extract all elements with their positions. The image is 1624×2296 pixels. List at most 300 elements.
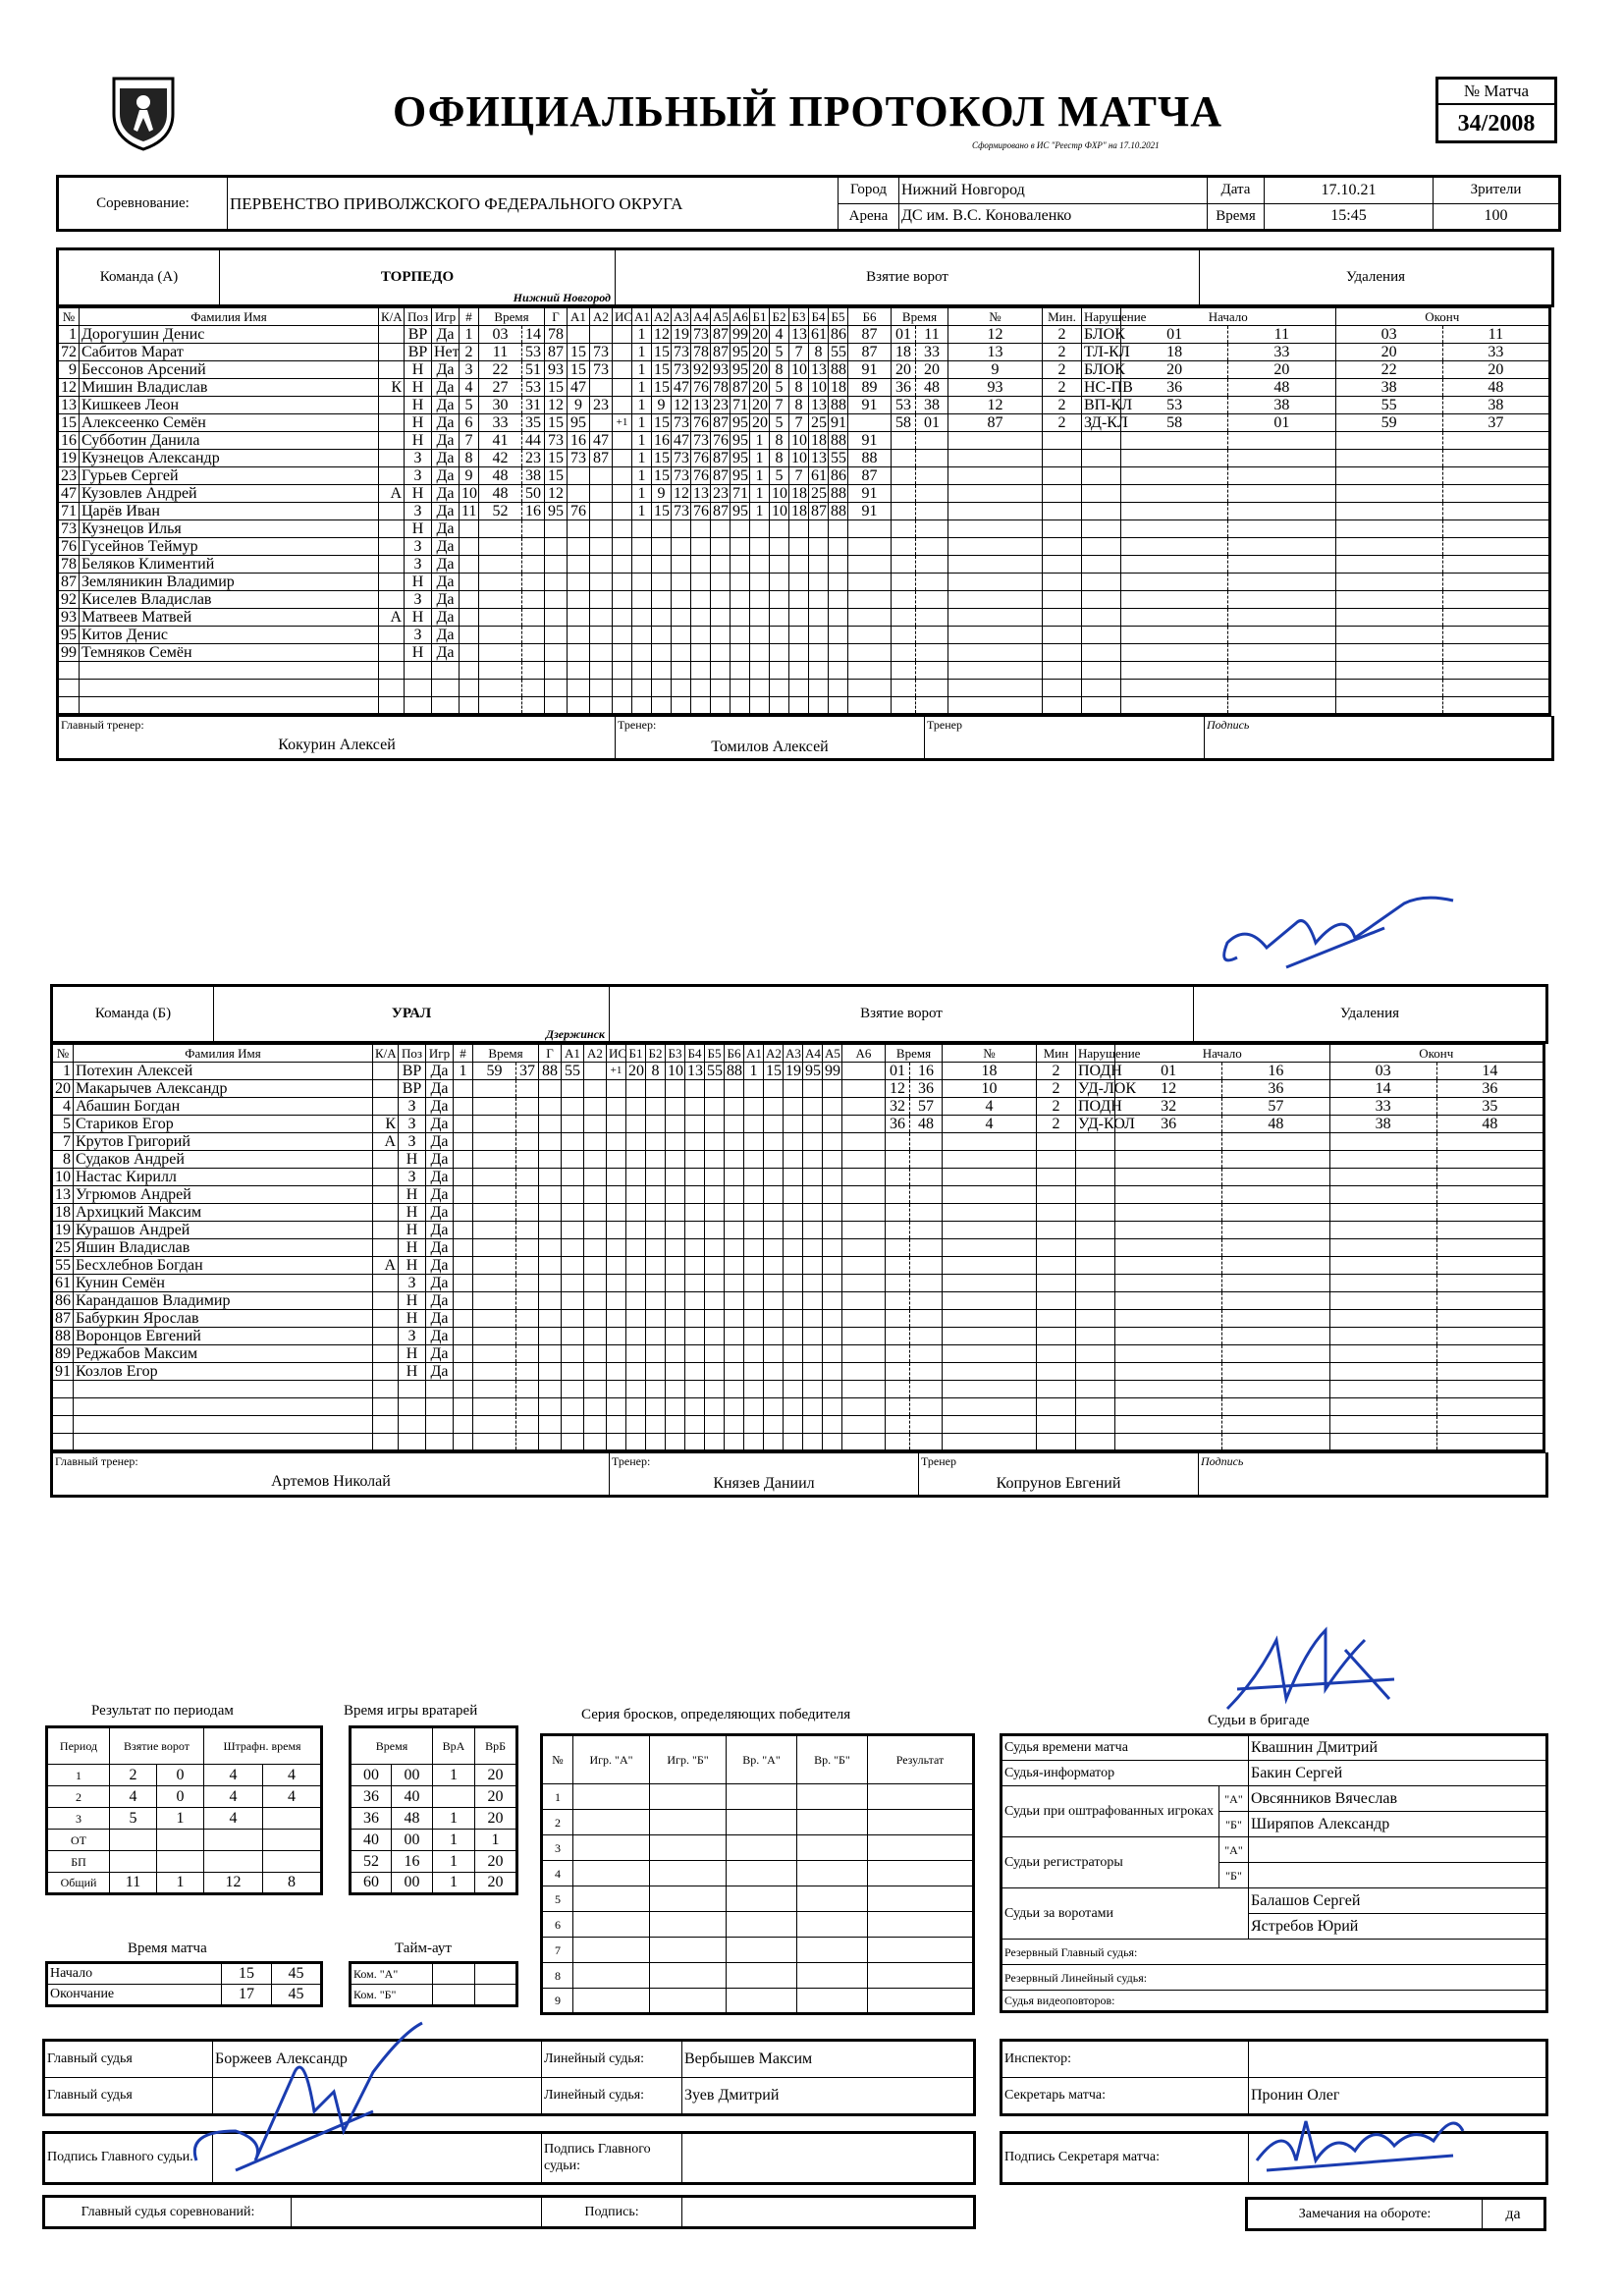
team-a-goal-cell: 47: [590, 432, 613, 450]
team-a-goal-cell: 95: [731, 344, 750, 361]
team-b-col-2: К/А: [373, 1045, 399, 1063]
timeout-table: [349, 1961, 518, 2007]
team-b-penalty-cell: 48: [910, 1116, 943, 1133]
team-a-goal-cell: 51: [522, 361, 545, 379]
team-a-goal-cell: 87: [848, 326, 892, 344]
team-a-goal-cell: 19: [672, 326, 691, 344]
team-b-head-coach-label: Главный тренер:: [55, 1454, 138, 1468]
team-a-col-4: Игр: [432, 308, 460, 326]
team-a-coach2-cell: [925, 717, 1205, 760]
team-b-goal-cell: 10: [666, 1063, 685, 1080]
team-b-goals-label: Взятие ворот: [610, 986, 1194, 1043]
team-a-goal-cell: 18: [829, 379, 848, 397]
team-a-player-captain: [379, 397, 405, 414]
team-b-pen-col-5: Оконч: [1329, 1045, 1544, 1063]
sign-secretary-label: Подпись Секретаря матча:: [1001, 2133, 1249, 2184]
team-a-player-number: 76: [58, 538, 80, 556]
team-a-player-position: З: [405, 503, 432, 520]
team-a-goal-cell: 10: [789, 361, 809, 379]
team-a-goal-cell: 18: [809, 432, 829, 450]
team-b-goal-cell: 99: [823, 1063, 842, 1080]
head-ref-signatures: [42, 2131, 976, 2185]
inspector-table: [1000, 2039, 1548, 2116]
period-cell: ОТ: [47, 1830, 110, 1851]
team-b-player-plays: Да: [426, 1186, 454, 1204]
team-b-goal-col-15: А4: [803, 1045, 823, 1063]
team-a-player-captain: К: [379, 379, 405, 397]
team-b-player-name: Архицкий Максим: [74, 1204, 373, 1222]
match-end-min: 45: [272, 1985, 322, 2006]
shootout-num: 7: [542, 1938, 573, 1963]
team-b-player-position: Н: [399, 1222, 426, 1239]
team-b-coach2-label: Тренер: [921, 1454, 956, 1468]
team-a-row: [58, 591, 1550, 609]
team-a-goal-cell: 87: [809, 503, 829, 520]
period-cell: 4: [263, 1765, 322, 1786]
team-b-penalty-cell: 48: [1222, 1116, 1329, 1133]
team-a-goal-col-2: Г: [545, 308, 568, 326]
team-b-penalty-cell: 14: [1329, 1080, 1436, 1098]
team-a-penalty-cell: 58: [892, 414, 916, 432]
goalie-cell: 1: [433, 1830, 475, 1851]
team-a-player-name: Гурьев Сергей: [80, 467, 379, 485]
team-a-signature-cell: [1205, 717, 1553, 760]
team-a-penalty-cell: 48: [916, 379, 948, 397]
periods-table: [45, 1725, 323, 1895]
team-a-penalty-cell: 20: [916, 361, 948, 379]
goalie-cell: 20: [475, 1873, 517, 1894]
team-b-penalty-cell: 36: [886, 1116, 910, 1133]
team-a-coach2-label: Тренер: [927, 718, 962, 732]
team-a-goal-cell: [613, 361, 632, 379]
team-a-goal-cell: 86: [829, 326, 848, 344]
team-b-goal-cell: [842, 1063, 886, 1080]
team-a-player-captain: [379, 344, 405, 361]
team-a-penalty-cell: 11: [1228, 326, 1335, 344]
team-b-penalty-cell: УД-ЛОК: [1076, 1080, 1115, 1098]
team-b-row: [52, 1133, 1544, 1151]
penalty-judge-a: Овсянников Вячеслав: [1249, 1786, 1547, 1812]
team-a-goal-cell: 4: [460, 379, 479, 397]
team-a-player-name: Субботин Данила: [80, 432, 379, 450]
team-a-penalty-cell: 01: [1121, 326, 1228, 344]
team-b-penalty-cell: 10: [943, 1080, 1037, 1098]
team-a-goal-cell: 1: [750, 432, 770, 450]
team-a-goal-cell: 1: [632, 361, 652, 379]
team-b-player-plays: Да: [426, 1133, 454, 1151]
team-a-penalty-cell: 38: [916, 397, 948, 414]
team-b-goal-cell: 1: [454, 1063, 473, 1080]
team-a-goal-cell: 88: [848, 450, 892, 467]
team-b-player-name: Бесхлебнов Богдан: [74, 1257, 373, 1275]
team-a-goal-cell: 7: [460, 432, 479, 450]
team-a-player-captain: [379, 520, 405, 538]
team-a-player-number: 92: [58, 591, 80, 609]
team-a-goal-cell: 11: [460, 503, 479, 520]
team-a-goal-cell: +1: [613, 414, 632, 432]
team-a-goal-cell: 87: [711, 326, 731, 344]
team-b-penalty-cell: 36: [1222, 1080, 1329, 1098]
team-b-player-captain: [373, 1169, 399, 1186]
period-cell: [263, 1851, 322, 1873]
team-b-goal-cell: 1: [744, 1063, 764, 1080]
team-a-goal-cell: 1: [750, 450, 770, 467]
team-b-penalty-cell: 2: [1037, 1116, 1076, 1133]
informer-label: Судья-информатор: [1001, 1761, 1249, 1786]
team-b-penalty-cell: 57: [1222, 1098, 1329, 1116]
team-a-row: [58, 397, 1550, 414]
team-b-player-plays: Да: [426, 1222, 454, 1239]
team-b-player-position: Н: [399, 1239, 426, 1257]
team-b-penalty-cell: 16: [910, 1063, 943, 1080]
team-a-player-captain: [379, 591, 405, 609]
team-a-goal-cell: 73: [672, 450, 691, 467]
team-b-penalty-cell: ПОДН: [1076, 1063, 1115, 1080]
secretary-name: Пронин Олег: [1249, 2078, 1547, 2115]
team-a-grid: [56, 307, 1551, 716]
team-b-penalty-cell: 35: [1436, 1098, 1543, 1116]
team-a-player-position: Н: [405, 485, 432, 503]
team-a-player-name: Гусейнов Теймур: [80, 538, 379, 556]
team-b-penalty-cell: 12: [1115, 1080, 1222, 1098]
team-a-goal-cell: 71: [731, 397, 750, 414]
period-cell: 2: [110, 1765, 157, 1786]
head-ref-label: Главный судья: [44, 2041, 213, 2078]
goalie-cell: 1: [433, 1808, 475, 1830]
team-a-goal-cell: 1: [632, 503, 652, 520]
team-b-player-number: 19: [52, 1222, 74, 1239]
team-a-row: [58, 485, 1550, 503]
team-b-player-captain: К: [373, 1116, 399, 1133]
team-a-player-plays: Да: [432, 379, 460, 397]
team-a-penalty-cell: 20: [1335, 344, 1442, 361]
reserve-head-ref-label: Резервный Главный судья:: [1001, 1940, 1547, 1965]
timeout-b-label: Ком. "Б": [351, 1985, 433, 2006]
team-a-goal-cell: 7: [770, 397, 789, 414]
period-row: [47, 1808, 322, 1830]
team-a-goal-cell: 16: [652, 432, 672, 450]
period-cell: [110, 1851, 157, 1873]
head-ref-name: Боржеев Александр: [213, 2041, 542, 2078]
competition-sign-label: Подпись:: [542, 2197, 682, 2228]
team-a-goal-cell: 15: [652, 414, 672, 432]
team-a-goal-cell: 10: [789, 432, 809, 450]
team-a-goal-cell: 1: [750, 503, 770, 520]
goalie-cell: 00: [351, 1765, 392, 1786]
team-a-goal-cell: 1: [632, 467, 652, 485]
registrar-a-tag: "А": [1219, 1837, 1249, 1863]
team-b-player-name: Кунин Семён: [74, 1275, 373, 1292]
team-b-goal-cell: 8: [646, 1063, 666, 1080]
team-b-coach-cell: [610, 1453, 919, 1497]
goalie-cell: 40: [392, 1786, 433, 1808]
team-a-goal-col-3: А1: [568, 308, 590, 326]
team-b-player-name: Козлов Егор: [74, 1363, 373, 1381]
team-b-player-captain: [373, 1186, 399, 1204]
team-a-goal-cell: 20: [750, 379, 770, 397]
team-a-goal-cell: 31: [522, 397, 545, 414]
team-a-goal-cell: 13: [691, 485, 711, 503]
team-b-player-number: 88: [52, 1328, 74, 1345]
team-b-player-plays: Да: [426, 1239, 454, 1257]
team-a-player-name: Матвеев Матвей: [80, 609, 379, 627]
team-b-player-captain: [373, 1063, 399, 1080]
team-a-goal-cell: 73: [672, 503, 691, 520]
competition-label: Соревнование:: [58, 177, 228, 231]
team-a-goal-cell: [568, 467, 590, 485]
team-b-player-position: Н: [399, 1257, 426, 1275]
team-a-penalty-cell: 33: [1442, 344, 1549, 361]
team-a-goal-cell: [613, 467, 632, 485]
team-a-penalty-cell: 36: [892, 379, 916, 397]
team-b-col-4: Игр: [426, 1045, 454, 1063]
team-a-penalty-cell: 20: [1228, 361, 1335, 379]
team-a-player-name: Бессонов Арсений: [80, 361, 379, 379]
team-b-player-plays: Да: [426, 1063, 454, 1080]
team-a-player-plays: Да: [432, 432, 460, 450]
team-b-player-plays: Да: [426, 1080, 454, 1098]
goalie-cell: 40: [351, 1830, 392, 1851]
team-b-grid: [50, 1044, 1545, 1452]
team-a-goal-cell: 73: [691, 326, 711, 344]
team-b-row: [52, 1381, 1544, 1398]
team-a-goal-cell: 15: [568, 361, 590, 379]
team-a-player-plays: Да: [432, 627, 460, 644]
line-ref-2-label: Линейный судья:: [542, 2078, 682, 2115]
team-a-player-name: Дорогушин Денис: [80, 326, 379, 344]
team-a-goal-cell: 48: [479, 467, 522, 485]
team-b-penalty-cell: 32: [1115, 1098, 1222, 1116]
team-b-penalty-cell: 2: [1037, 1063, 1076, 1080]
team-a-goal-cell: 3: [460, 361, 479, 379]
team-a-goal-cell: [590, 379, 613, 397]
team-b-goal-col-3: А1: [562, 1045, 584, 1063]
team-a-goal-cell: 1: [632, 344, 652, 361]
team-a-penalty-cell: 2: [1043, 361, 1082, 379]
team-a-goal-cell: 52: [479, 503, 522, 520]
team-a-penalty-cell: 87: [948, 414, 1043, 432]
team-a-player-number: 1: [58, 326, 80, 344]
team-a-penalty-cell: 36: [1121, 379, 1228, 397]
remarks-label: Замечания на обороте:: [1247, 2199, 1483, 2230]
team-b-goal-col-16: А5: [823, 1045, 842, 1063]
team-a-player-plays: Да: [432, 574, 460, 591]
team-b-player-name: Абашин Богдан: [74, 1098, 373, 1116]
team-b-signature-label: Подпись: [1201, 1454, 1244, 1468]
team-a-goal-cell: 73: [672, 467, 691, 485]
team-a-pen-col-4: Начало: [1121, 308, 1336, 326]
team-b-player-position: ВР: [399, 1063, 426, 1080]
team-b-player-number: 87: [52, 1310, 74, 1328]
team-a-penalty-cell: ТЛ-КЛ: [1082, 344, 1121, 361]
period-row: [47, 1765, 322, 1786]
goalie-cell: 00: [392, 1830, 433, 1851]
team-a-player-name: Мишин Владислав: [80, 379, 379, 397]
team-b-player-name: Стариков Егор: [74, 1116, 373, 1133]
team-a-player-position: Н: [405, 379, 432, 397]
period-cell: БП: [47, 1851, 110, 1873]
team-a-player-name: Сабитов Марат: [80, 344, 379, 361]
team-b-player-position: Н: [399, 1204, 426, 1222]
team-a-goal-cell: 1: [632, 450, 652, 467]
team-a-goal-cell: 33: [479, 414, 522, 432]
team-a-goal-cell: 95: [731, 414, 750, 432]
team-a-penalty-cell: 48: [1228, 379, 1335, 397]
period-cell: 8: [263, 1873, 322, 1894]
team-b-city: Дзержинск: [545, 1027, 605, 1041]
team-a-goal-cell: 15: [652, 344, 672, 361]
team-a-penalty-cell: 01: [916, 414, 948, 432]
team-a-city: Нижний Новгород: [513, 291, 611, 304]
goalie-row: [351, 1851, 517, 1873]
team-a-signature-scribble: [1208, 889, 1463, 977]
spectators-value: 100: [1434, 203, 1560, 231]
team-a-goal-col-0: #: [460, 308, 479, 326]
team-a-player-name: Беляков Климентий: [80, 556, 379, 574]
team-a-head-coach-cell: [58, 717, 616, 760]
team-a-goal-cell: 25: [809, 414, 829, 432]
team-b-row: [52, 1257, 1544, 1275]
team-a-pen-col-3: Нарушение: [1082, 308, 1121, 326]
team-b-coach: Князев Даниил: [713, 1475, 815, 1492]
match-time-table: [45, 1961, 323, 2007]
team-a-goal-cell: [568, 485, 590, 503]
penalty-judge-b: Ширяпов Александр: [1249, 1812, 1547, 1837]
team-a-goal-cell: 73: [672, 344, 691, 361]
team-a-row: [58, 538, 1550, 556]
team-a-penalty-cell: БЛОК: [1082, 361, 1121, 379]
team-a-player-plays: Да: [432, 609, 460, 627]
team-b-player-captain: [373, 1098, 399, 1116]
referees-title: Судьи в бригаде: [1208, 1713, 1310, 1728]
remarks-value: да: [1483, 2199, 1545, 2230]
shootout-num: 9: [542, 1989, 573, 2014]
team-a-pen-col-5: Оконч: [1335, 308, 1550, 326]
team-b-goal-col-0: #: [454, 1045, 473, 1063]
team-a-signature-label: Подпись: [1207, 718, 1250, 732]
team-b-player-name: Крутов Григорий: [74, 1133, 373, 1151]
team-b-name: УРАЛ: [391, 1006, 432, 1021]
team-a-goal-cell: 76: [691, 379, 711, 397]
team-a-goal-cell: [613, 379, 632, 397]
team-a-goal-cell: 20: [750, 326, 770, 344]
team-b-player-number: 7: [52, 1133, 74, 1151]
goalie-time-table: [349, 1725, 518, 1895]
team-b-pen-col-1: №: [943, 1045, 1037, 1063]
team-a-goal-cell: 48: [479, 485, 522, 503]
team-a-goal-cell: 87: [711, 414, 731, 432]
team-a-penalties-label: Удаления: [1200, 249, 1553, 306]
time-label: Время: [1208, 203, 1265, 231]
team-b-player-position: З: [399, 1116, 426, 1133]
team-a-player-plays: Да: [432, 556, 460, 574]
team-a-goal-cell: 16: [522, 503, 545, 520]
team-b-row: [52, 1239, 1544, 1257]
team-a-goal-cell: 8: [809, 344, 829, 361]
team-a-goal-col-7: А2: [652, 308, 672, 326]
team-a-goal-cell: 4: [770, 326, 789, 344]
team-a-goal-cell: 6: [460, 414, 479, 432]
team-a-header: [56, 247, 1554, 307]
team-a-player-number: 93: [58, 609, 80, 627]
team-b-player-captain: [373, 1222, 399, 1239]
goalie-cell: 20: [475, 1786, 517, 1808]
team-b-row: [52, 1098, 1544, 1116]
team-a-row: [58, 344, 1550, 361]
team-b-row: [52, 1328, 1544, 1345]
period-cell: [157, 1830, 204, 1851]
team-b-player-captain: [373, 1310, 399, 1328]
secretary-sign-table: [1000, 2131, 1548, 2185]
team-b-row: [52, 1151, 1544, 1169]
periods-title: Результат по периодам: [91, 1703, 234, 1719]
team-b-player-name: Настас Кирилл: [74, 1169, 373, 1186]
team-b-col-0: №: [52, 1045, 74, 1063]
informer-name: Бакин Сергей: [1249, 1761, 1547, 1786]
team-a-row: [58, 379, 1550, 397]
period-cell: 1: [157, 1873, 204, 1894]
team-b-player-number: 1: [52, 1063, 74, 1080]
team-a-goal-cell: 5: [770, 344, 789, 361]
shootout-row: [542, 1861, 974, 1886]
team-b-player-captain: А: [373, 1133, 399, 1151]
goalie-cell: 00: [392, 1873, 433, 1894]
team-b-col-1: Фамилия Имя: [74, 1045, 373, 1063]
team-a-goal-cell: 5: [770, 414, 789, 432]
team-b-player-number: 8: [52, 1151, 74, 1169]
periods-col-period: Период: [47, 1727, 110, 1765]
goalie-cell: 36: [351, 1786, 392, 1808]
team-a-player-plays: Да: [432, 538, 460, 556]
team-b-row: [52, 1080, 1544, 1098]
team-b-player-name: Бабуркин Ярослав: [74, 1310, 373, 1328]
team-a-player-position: З: [405, 467, 432, 485]
team-a-goal-cell: 87: [711, 450, 731, 467]
team-b-player-number: 91: [52, 1363, 74, 1381]
team-a-goal-cell: 1: [632, 379, 652, 397]
period-cell: 4: [204, 1786, 263, 1808]
team-a-goal-cell: 10: [770, 503, 789, 520]
team-a-row: [58, 450, 1550, 467]
team-b-player-plays: Да: [426, 1363, 454, 1381]
team-a-goal-cell: 10: [789, 450, 809, 467]
city-value: Нижний Новгород: [899, 177, 1208, 204]
goalie-cell: 1: [433, 1873, 475, 1894]
team-b-penalty-cell: УД-КОЛ: [1076, 1116, 1115, 1133]
team-b-goal-cell: 95: [803, 1063, 823, 1080]
team-a-penalty-cell: 37: [1442, 414, 1549, 432]
team-a-row: [58, 326, 1550, 344]
line-ref-1-label: Линейный судья:: [542, 2041, 682, 2078]
team-a-goal-cell: 27: [479, 379, 522, 397]
goalie-time-title: Время игры вратарей: [344, 1703, 478, 1719]
team-b-player-captain: [373, 1204, 399, 1222]
team-a-goal-cell: [613, 344, 632, 361]
team-b-player-position: Н: [399, 1363, 426, 1381]
team-a-goal-cell: 88: [829, 432, 848, 450]
team-a-penalty-cell: НС-ПВ: [1082, 379, 1121, 397]
team-a-goal-col-6: А1: [632, 308, 652, 326]
team-a-goal-col-9: А4: [691, 308, 711, 326]
period-cell: 12: [204, 1873, 263, 1894]
team-a-goal-cell: 9: [652, 397, 672, 414]
team-a-goal-cell: 91: [848, 361, 892, 379]
team-a-player-name: Китов Денис: [80, 627, 379, 644]
team-b-goal-col-8: Б3: [666, 1045, 685, 1063]
team-a-penalty-cell: 11: [1442, 326, 1549, 344]
team-a-row: [58, 432, 1550, 450]
team-b-row: [52, 1222, 1544, 1239]
